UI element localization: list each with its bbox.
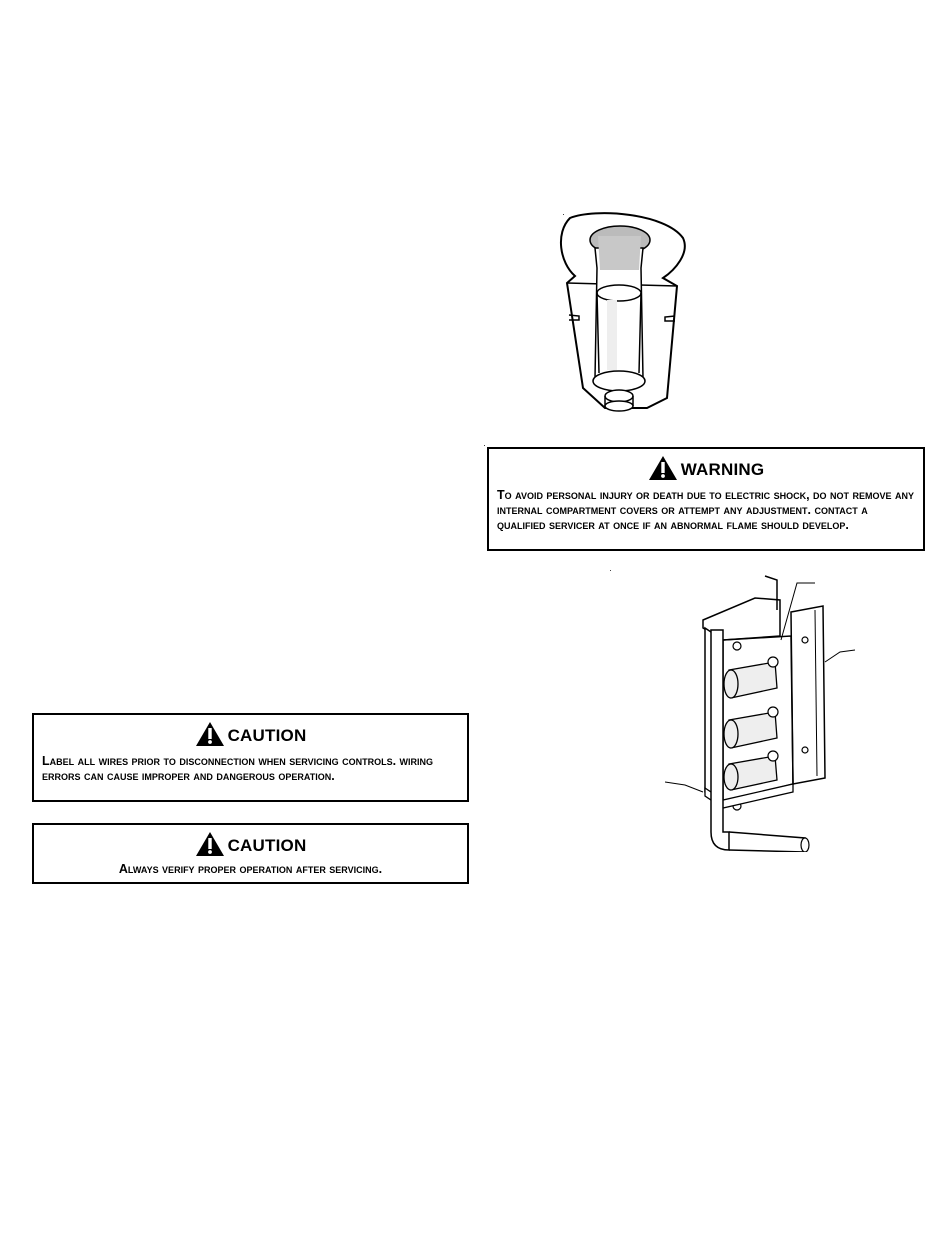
- caution-header: [34, 723, 467, 749]
- caution-box-verify: [32, 823, 469, 884]
- warning-box: [487, 447, 925, 551]
- scan-dot: [484, 445, 485, 446]
- caution-title: CAUTION: [227, 726, 307, 745]
- caution-text: Label all wires prior to disconnection when servicing controls. wiring errors can cause improper and dangerous operation.: [42, 754, 434, 783]
- caution-header: [34, 833, 467, 859]
- alert-triangle-icon: [648, 455, 678, 486]
- scan-dot: [610, 570, 611, 571]
- caution-box-wiring: [32, 713, 469, 802]
- warning-title: WARNING: [680, 460, 765, 479]
- alert-triangle-icon: [195, 831, 225, 862]
- warning-header: [489, 457, 923, 483]
- burner-manifold-assembly-illustration: [665, 570, 865, 852]
- burner-illustration: [555, 208, 695, 416]
- caution-text: Always verify proper operation after servicing.: [118, 862, 383, 876]
- scan-dot: [563, 214, 564, 215]
- alert-triangle-icon: [195, 721, 225, 752]
- warning-text: To avoid personal injury or death due to electric shock, do not remove any internal compartment covers or attempt any adjustment. contact a qualified servicer at once if an abnormal flame should develop.: [497, 488, 914, 532]
- caution-title: CAUTION: [227, 836, 307, 855]
